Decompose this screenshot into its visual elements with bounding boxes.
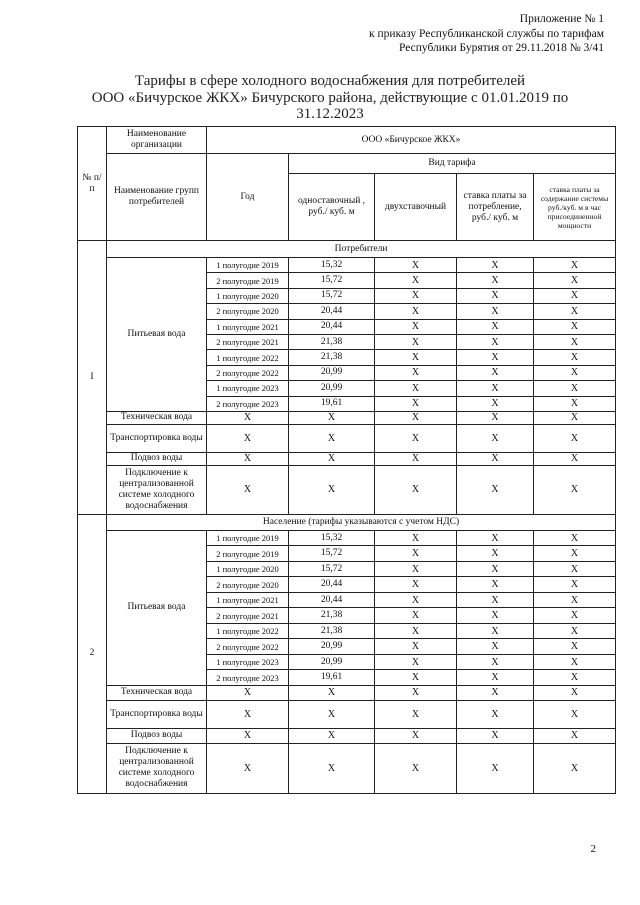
two-rate-cell: X — [375, 258, 457, 273]
single-rate-cell: 20,99 — [289, 365, 375, 380]
period-cell: 2 полугодие 2020 — [207, 304, 289, 319]
maintenance-rate-cell: X — [534, 258, 616, 273]
section-title-row — [78, 514, 616, 530]
maintenance-rate-cell: X — [534, 670, 616, 686]
table-row — [78, 411, 616, 424]
consumer-group-label: Подключение к централизованной системе холодного водоснабжения — [107, 743, 207, 793]
two-rate-cell: X — [375, 639, 457, 655]
period-cell: 1 полугодие 2023 — [207, 381, 289, 396]
consumption-rate-cell: X — [457, 396, 534, 411]
period-cell: 2 полугодие 2022 — [207, 365, 289, 380]
table-row — [78, 530, 616, 546]
single-rate-cell: 20,99 — [289, 381, 375, 396]
maintenance-rate-cell: X — [534, 623, 616, 639]
value-cell: X — [457, 465, 534, 514]
consumption-rate-cell: X — [457, 608, 534, 624]
maintenance-rate-cell: X — [534, 561, 616, 577]
value-cell: X — [207, 728, 289, 743]
consumption-rate-cell: X — [457, 546, 534, 562]
two-rate-cell: X — [375, 623, 457, 639]
header-single-rate: одноставочный , руб./ куб. м — [289, 174, 375, 241]
two-rate-cell: X — [375, 670, 457, 686]
single-rate-cell: 15,72 — [289, 561, 375, 577]
section-number: 2 — [78, 514, 107, 793]
single-rate-cell: 20,44 — [289, 577, 375, 593]
title-line-3: 31.12.2023 — [296, 106, 364, 122]
value-cell: X — [207, 424, 289, 452]
section-title: Население (тарифы указываются с учетом НДС) — [107, 514, 616, 530]
consumer-group-label: Подвоз воды — [107, 728, 207, 743]
value-cell: X — [375, 465, 457, 514]
consumption-rate-cell: X — [457, 623, 534, 639]
section-title: Потребители — [107, 241, 616, 258]
header-tariff-type: Вид тарифа — [289, 154, 616, 174]
value-cell: X — [375, 700, 457, 728]
two-rate-cell: X — [375, 304, 457, 319]
header-number: № п/п — [78, 127, 107, 241]
single-rate-cell: 15,32 — [289, 530, 375, 546]
value-cell: X — [457, 728, 534, 743]
two-rate-cell: X — [375, 608, 457, 624]
single-rate-cell: 15,72 — [289, 288, 375, 303]
period-cell: 2 полугодие 2022 — [207, 639, 289, 655]
value-cell: X — [375, 452, 457, 465]
value-cell: X — [289, 411, 375, 424]
period-cell: 1 полугодие 2020 — [207, 288, 289, 303]
maintenance-rate-cell: X — [534, 381, 616, 396]
consumption-rate-cell: X — [457, 654, 534, 670]
period-cell: 1 полугодие 2022 — [207, 623, 289, 639]
single-rate-cell: 19,61 — [289, 396, 375, 411]
single-rate-cell: 19,61 — [289, 670, 375, 686]
two-rate-cell: X — [375, 530, 457, 546]
period-cell: 1 полугодие 2021 — [207, 319, 289, 334]
header-maintenance-rate: ставка платы за содержание системы руб./куб. м в час присоединенной мощности — [534, 174, 616, 241]
section-title-row — [78, 241, 616, 258]
period-cell: 1 полугодие 2020 — [207, 561, 289, 577]
single-rate-cell: 20,44 — [289, 592, 375, 608]
consumption-rate-cell: X — [457, 561, 534, 577]
value-cell: X — [289, 743, 375, 793]
two-rate-cell: X — [375, 396, 457, 411]
document-title — [60, 73, 600, 123]
header-groups-label: Наименование групп потребителей — [107, 154, 207, 241]
maintenance-rate-cell: X — [534, 334, 616, 349]
value-cell: X — [207, 700, 289, 728]
table-row — [78, 452, 616, 465]
consumption-rate-cell: X — [457, 577, 534, 593]
title-line-2: ООО «Бичурское ЖКХ» Бичурского района, действующие с 01.01.2019 по — [91, 89, 569, 106]
value-cell: X — [534, 452, 616, 465]
value-cell: X — [207, 411, 289, 424]
consumer-group-label: Подключение к централизованной системе холодного водоснабжения — [107, 465, 207, 514]
page-number: 2 — [590, 843, 596, 855]
single-rate-cell: 15,72 — [289, 546, 375, 562]
period-cell: 2 полугодие 2021 — [207, 608, 289, 624]
table-row — [78, 685, 616, 700]
value-cell: X — [534, 424, 616, 452]
value-cell: X — [534, 685, 616, 700]
consumption-rate-cell: X — [457, 592, 534, 608]
period-cell: 1 полугодие 2021 — [207, 592, 289, 608]
single-rate-cell: 15,72 — [289, 273, 375, 288]
maintenance-rate-cell: X — [534, 396, 616, 411]
period-cell: 2 полугодие 2023 — [207, 396, 289, 411]
table-row — [78, 700, 616, 728]
table-row — [78, 424, 616, 452]
value-cell: X — [457, 411, 534, 424]
drinking-water-label: Питьевая вода — [107, 258, 207, 412]
consumption-rate-cell: X — [457, 639, 534, 655]
maintenance-rate-cell: X — [534, 530, 616, 546]
period-cell: 1 полугодие 2019 — [207, 258, 289, 273]
maintenance-rate-cell: X — [534, 304, 616, 319]
value-cell: X — [375, 424, 457, 452]
value-cell: X — [289, 452, 375, 465]
value-cell: X — [375, 685, 457, 700]
two-rate-cell: X — [375, 381, 457, 396]
consumption-rate-cell: X — [457, 350, 534, 365]
appendix-header — [369, 12, 604, 56]
value-cell: X — [375, 743, 457, 793]
maintenance-rate-cell: X — [534, 577, 616, 593]
section-number: I — [78, 241, 107, 515]
consumption-rate-cell: X — [457, 381, 534, 396]
maintenance-rate-cell: X — [534, 273, 616, 288]
header-two-rate: двухставочный — [375, 174, 457, 241]
value-cell: X — [457, 424, 534, 452]
single-rate-cell: 21,38 — [289, 608, 375, 624]
consumer-group-label: Техническая вода — [107, 411, 207, 424]
maintenance-rate-cell: X — [534, 654, 616, 670]
single-rate-cell: 20,99 — [289, 654, 375, 670]
period-cell: 1 полугодие 2023 — [207, 654, 289, 670]
value-cell: X — [289, 700, 375, 728]
consumption-rate-cell: X — [457, 530, 534, 546]
consumption-rate-cell: X — [457, 334, 534, 349]
value-cell: X — [207, 743, 289, 793]
appendix-line-1: Приложение № 1 — [519, 13, 604, 25]
two-rate-cell: X — [375, 654, 457, 670]
single-rate-cell: 15,32 — [289, 258, 375, 273]
consumer-group-label: Транспортировка воды — [107, 700, 207, 728]
tariff-table — [77, 126, 616, 794]
maintenance-rate-cell: X — [534, 365, 616, 380]
maintenance-rate-cell: X — [534, 350, 616, 365]
maintenance-rate-cell: X — [534, 288, 616, 303]
two-rate-cell: X — [375, 561, 457, 577]
header-year: Год — [207, 154, 289, 241]
header-org-name-label: Наименование организации — [107, 127, 207, 154]
single-rate-cell: 21,38 — [289, 334, 375, 349]
value-cell: X — [207, 685, 289, 700]
two-rate-cell: X — [375, 350, 457, 365]
consumption-rate-cell: X — [457, 304, 534, 319]
value-cell: X — [207, 452, 289, 465]
single-rate-cell: 20,44 — [289, 304, 375, 319]
value-cell: X — [534, 743, 616, 793]
header-consumption-rate: ставка платы за потребление, руб./ куб. м — [457, 174, 534, 241]
maintenance-rate-cell: X — [534, 592, 616, 608]
drinking-water-label: Питьевая вода — [107, 530, 207, 685]
value-cell: X — [457, 685, 534, 700]
consumer-group-label: Подвоз воды — [107, 452, 207, 465]
value-cell: X — [289, 728, 375, 743]
period-cell: 1 полугодие 2022 — [207, 350, 289, 365]
table-row — [78, 258, 616, 273]
table-row — [78, 728, 616, 743]
consumer-group-label: Транспортировка воды — [107, 424, 207, 452]
single-rate-cell: 20,44 — [289, 319, 375, 334]
table-row — [78, 465, 616, 514]
maintenance-rate-cell: X — [534, 546, 616, 562]
value-cell: X — [375, 411, 457, 424]
period-cell: 2 полугодие 2020 — [207, 577, 289, 593]
period-cell: 2 полугодие 2019 — [207, 273, 289, 288]
single-rate-cell: 20,99 — [289, 639, 375, 655]
value-cell: X — [534, 465, 616, 514]
appendix-line-3: Республики Бурятия от 29.11.2018 № 3/41 — [398, 42, 604, 54]
value-cell: X — [207, 465, 289, 514]
period-cell: 1 полугодие 2019 — [207, 530, 289, 546]
consumption-rate-cell: X — [457, 273, 534, 288]
value-cell: X — [534, 728, 616, 743]
maintenance-rate-cell: X — [534, 639, 616, 655]
maintenance-rate-cell: X — [534, 608, 616, 624]
period-cell: 2 полугодие 2021 — [207, 334, 289, 349]
value-cell: X — [457, 743, 534, 793]
value-cell: X — [457, 452, 534, 465]
value-cell: X — [457, 700, 534, 728]
two-rate-cell: X — [375, 577, 457, 593]
consumption-rate-cell: X — [457, 288, 534, 303]
two-rate-cell: X — [375, 319, 457, 334]
consumption-rate-cell: X — [457, 670, 534, 686]
value-cell: X — [289, 685, 375, 700]
appendix-line-2: к приказу Республиканской службы по тарифам — [369, 27, 604, 40]
value-cell: X — [534, 700, 616, 728]
two-rate-cell: X — [375, 365, 457, 380]
single-rate-cell: 21,38 — [289, 350, 375, 365]
maintenance-rate-cell: X — [534, 319, 616, 334]
two-rate-cell: X — [375, 288, 457, 303]
value-cell: X — [375, 728, 457, 743]
table-row — [78, 743, 616, 793]
two-rate-cell: X — [375, 334, 457, 349]
two-rate-cell: X — [375, 592, 457, 608]
two-rate-cell: X — [375, 546, 457, 562]
two-rate-cell: X — [375, 273, 457, 288]
period-cell: 2 полугодие 2023 — [207, 670, 289, 686]
value-cell: X — [534, 411, 616, 424]
consumption-rate-cell: X — [457, 258, 534, 273]
value-cell: X — [289, 465, 375, 514]
consumption-rate-cell: X — [457, 319, 534, 334]
title-line-1: Тарифы в сфере холодного водоснабжения для потребителей — [134, 73, 526, 89]
consumption-rate-cell: X — [457, 365, 534, 380]
value-cell: X — [289, 424, 375, 452]
period-cell: 2 полугодие 2019 — [207, 546, 289, 562]
header-org-name: ООО «Бичурское ЖКХ» — [207, 127, 616, 154]
single-rate-cell: 21,38 — [289, 623, 375, 639]
consumer-group-label: Техническая вода — [107, 685, 207, 700]
